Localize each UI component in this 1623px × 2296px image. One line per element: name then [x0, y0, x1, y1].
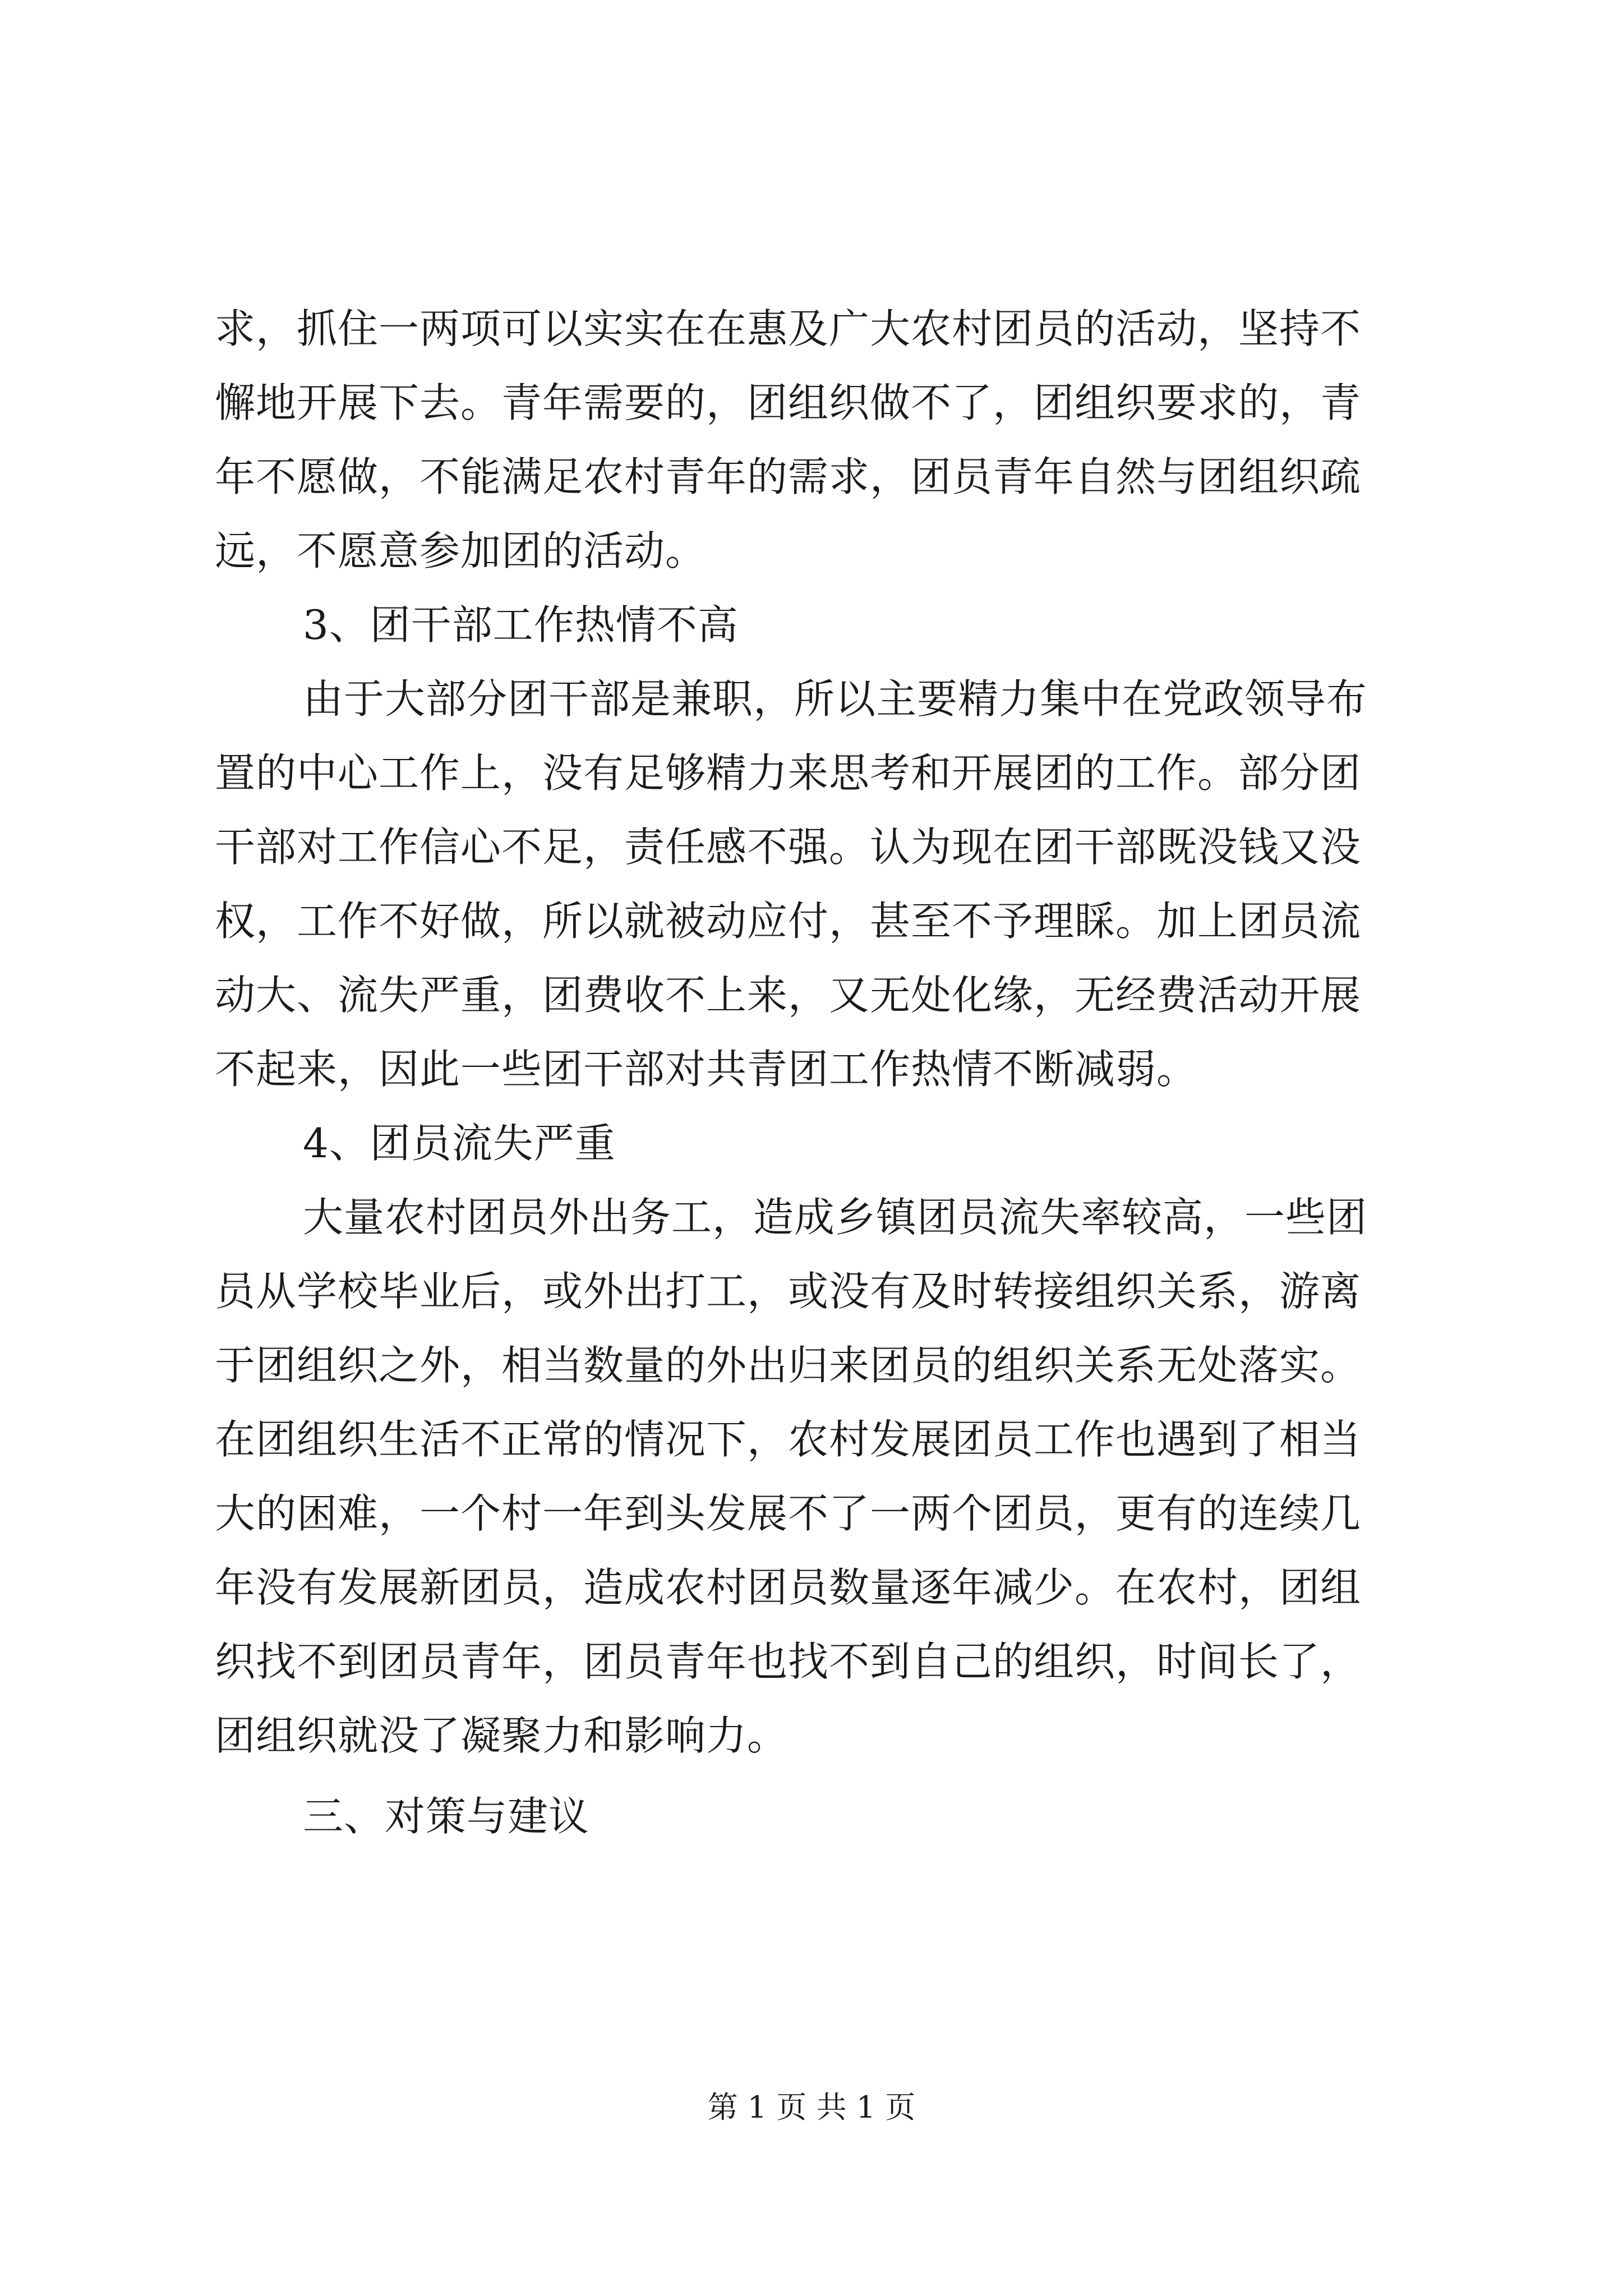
body-text-line: 求，抓住一两项可以实实在在惠及广大农村团员的活动，坚持不	[215, 305, 1362, 352]
body-text-line: 置的中心工作上，没有足够精力来思考和开展团的工作。部分团	[215, 749, 1362, 797]
body-text-line: 懈地开展下去。青年需要的，团组织做不了，团组织要求的，青	[215, 379, 1362, 426]
body-text-line: 权，工作不好做，所以就被动应付，甚至不予理睬。加上团员流	[215, 898, 1362, 945]
body-text-line: 年没有发展新团员，造成农村团员数量逐年减少。在农村，团组	[215, 1564, 1362, 1611]
page-footer: 第 1 页 共 1 页	[707, 2090, 916, 2125]
body-text-line: 在团组织生活不正常的情况下，农村发展团员工作也遇到了相当	[215, 1416, 1362, 1463]
body-text-line: 大的困难，一个村一年到头发展不了一两个团员，更有的连续几	[215, 1490, 1362, 1537]
body-text-line: 织找不到团员青年，团员青年也找不到自己的组织，时间长了，	[215, 1638, 1362, 1685]
body-text-line: 团组织就没了凝聚力和影响力。	[215, 1712, 789, 1759]
body-text-line: 由于大部分团干部是兼职，所以主要精力集中在党政领导布	[303, 675, 1368, 723]
body-text-line: 远，不愿意参加团的活动。	[215, 527, 707, 574]
body-text-line: 年不愿做，不能满足农村青年的需求，团员青年自然与团组织疏	[215, 453, 1362, 500]
body-text-line: 员从学校毕业后，或外出打工，或没有及时转接组织关系，游离	[215, 1268, 1362, 1315]
body-text-line: 于团组织之外，相当数量的外出归来团员的组织关系无处落实。	[215, 1342, 1362, 1389]
body-text-line: 不起来，因此一些团干部对共青团工作热情不断减弱。	[215, 1046, 1198, 1093]
section-heading: 4、团员流失严重	[303, 1120, 616, 1167]
body-text-line: 动大、流失严重，团费收不上来，又无处化缘，无经费活动开展	[215, 972, 1362, 1019]
body-text-line: 大量农村团员外出务工，造成乡镇团员流失率较高，一些团	[303, 1194, 1368, 1241]
section-heading: 3、团干部工作热情不高	[303, 601, 739, 648]
section-heading: 三、对策与建议	[303, 1793, 590, 1840]
body-text-line: 干部对工作信心不足，责任感不强。认为现在团干部既没钱又没	[215, 823, 1362, 871]
